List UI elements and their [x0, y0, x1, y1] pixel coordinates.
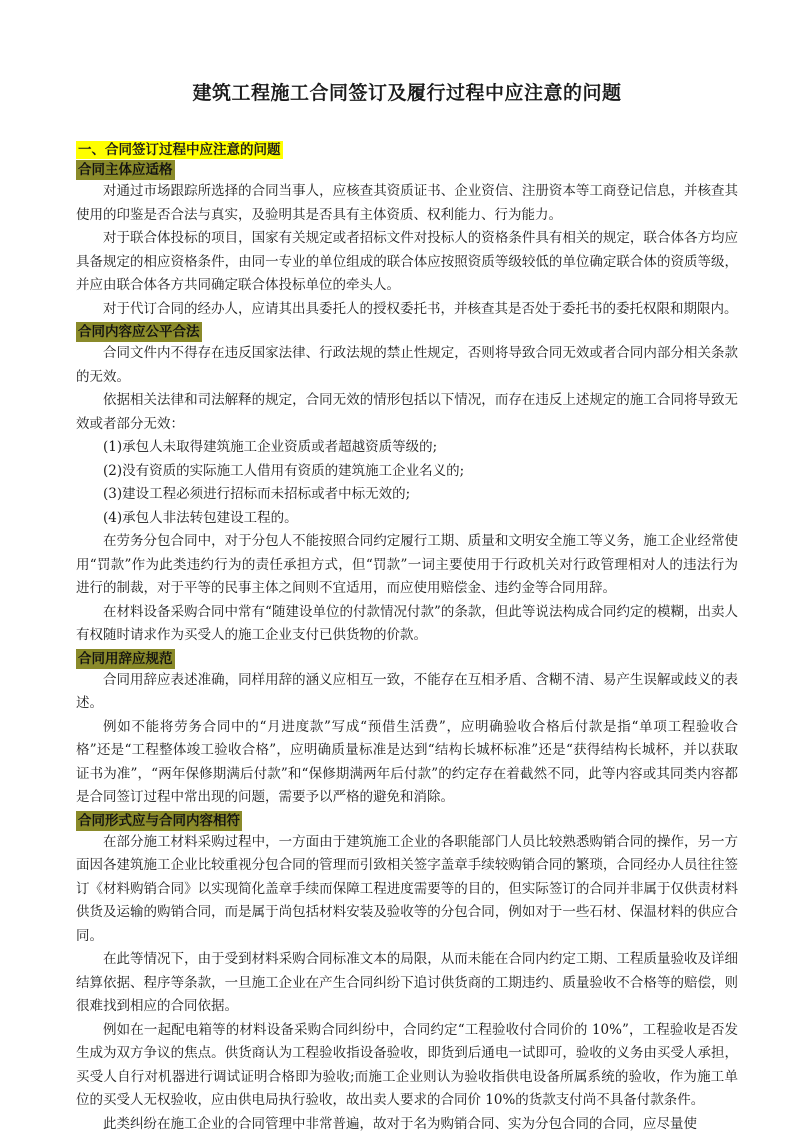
paragraph: 在部分施工材料采购过程中，一方面由于建筑施工企业的各职能部门人员比较熟悉购销合同的操作，另一方面因各建筑施工企业比较重视分包合同的管理而引致相关签字盖章手续较购销合同的繁琐，合同经办人员往往签订《材料购销合同》以实现简化盖章手续而保障工程进度需要等的目的，但实际签订的合同并非属于仅供责材料供货及运输的购销合同，而是属于尚包括材料安装及验收等的分包合同，例如对于一些石材、保温材料的供应合同。 [76, 831, 738, 949]
subsection-qualification [76, 159, 738, 321]
paragraph: 对通过市场跟踪所选择的合同当事人，应核查其资质证书、企业资信、注册资本等工商登记信息，并核查其使用的印鉴是否合法与真实，及验明其是否具有主体资质、权利能力、行为能力。 [76, 180, 738, 227]
list-item: (4)承包人非法转包建设工程的。 [76, 507, 738, 531]
list-item: (2)没有资质的实际施工人借用有资质的建筑施工企业名义的; [76, 460, 738, 484]
subsection-heading: 合同形式应与合同内容相符 [76, 811, 242, 831]
paragraph: 依据相关法律和司法解释的规定，合同无效的情形包括以下情况，而存在违反上述规定的施工合同将导致无效或者部分无效： [76, 389, 738, 436]
list-item: (3)建设工程必须进行招标而未招标或者中标无效的; [76, 483, 738, 507]
paragraph: 在材料设备采购合同中常有“随建设单位的付款情况付款”的条款，但此等说法构成合同约定的模糊，出卖人有权随时请求作为买受人的施工企业支付已供货物的价款。 [76, 601, 738, 648]
subsection-content-fair [76, 321, 738, 648]
subsection-heading: 合同内容应公平合法 [76, 322, 202, 342]
paragraph: 在此等情况下，由于受到材料采购合同标准文本的局限，从而未能在合同内约定工期、工程质量验收及详细结算依据、程序等条款，一旦施工企业在产生合同纠纷下追讨供货商的工期违约、质量验收不合格等的赔偿，则很难找到相应的合同依据。 [76, 948, 738, 1019]
paragraph: 例如在一起配电箱等的材料设备采购合同纠纷中，合同约定“工程验收付合同价的 10%”，工程验收是否发生成为双方争议的焦点。供货商认为工程验收指设备验收，即货到后通电一试即可，验收的义务由买受人承担，买受人自行对机器进行调试证明合格即为验收;而施工企业则认为验收指供电设备所属系统的验收，作为施工单位的买受人无权验收，应由供电局执行验收，故出卖人要求的合同价 10%的货款支付尚不具备付款条件。 [76, 1019, 738, 1113]
paragraph: 合同文件内不得存在违反国家法律、行政法规的禁止性规定，否则将导致合同无效或者合同内部分相关条款的无效。 [76, 342, 738, 389]
paragraph: 对于联合体投标的项目，国家有关规定或者招标文件对投标人的资格条件具有相关的规定，联合体各方均应具备规定的相应资格条件，由同一专业的单位组成的联合体应按照资质等级较低的单位确定联合体的资质等级，并应由联合体各方共同确定联合体投标单位的牵头人。 [76, 227, 738, 298]
subsection-wording [76, 648, 738, 810]
paragraph: 此类纠纷在施工企业的合同管理中非常普遍，故对于名为购销合同、实为分包合同的合同，应尽量使 [76, 1113, 738, 1136]
paragraph: 在劳务分包合同中，对于分包人不能按照合同约定履行工期、质量和文明安全施工等义务，施工企业经常使用“罚款”作为此类违约行为的责任承担方式，但“罚款”一词主要使用于行政机关对行政管理相对人的违法行为进行的制裁，对于平等的民事主体之间则不宜适用，而应使用赔偿金、违约金等合同用辞。 [76, 530, 738, 601]
paragraph: 例如不能将劳务合同中的“月进度款”写成“预借生活费”，应明确验收合格后付款是指“单项工程验收合格”还是“工程整体竣工验收合格”，应明确质量标准是达到“结构长城杯标准”还是“获得结构长城杯，并以获取证书为准”，“两年保修期满后付款”和“保修期满两年后付款”的约定存在着截然不同，此等内容或其同类内容都是合同签订过程中常出现的问题，需要予以严格的避免和消除。 [76, 716, 738, 810]
paragraph: 对于代订合同的经办人，应请其出具委托人的授权委托书，并核查其是否处于委托书的委托权限和期限内。 [76, 298, 738, 322]
document-title: 建筑工程施工合同签订及履行过程中应注意的问题 [76, 78, 738, 105]
subsection-form-content [76, 810, 738, 1136]
list-item: (1)承包人未取得建筑施工企业资质或者超越资质等级的; [76, 436, 738, 460]
subsection-heading: 合同用辞应规范 [76, 649, 175, 669]
subsection-heading: 合同主体应适格 [76, 160, 175, 180]
paragraph: 合同用辞应表述准确，同样用辞的涵义应相互一致，不能存在互相矛盾、含糊不清、易产生误解或歧义的表述。 [76, 669, 738, 716]
section-heading: 一、合同签订过程中应注意的问题 [76, 141, 283, 159]
